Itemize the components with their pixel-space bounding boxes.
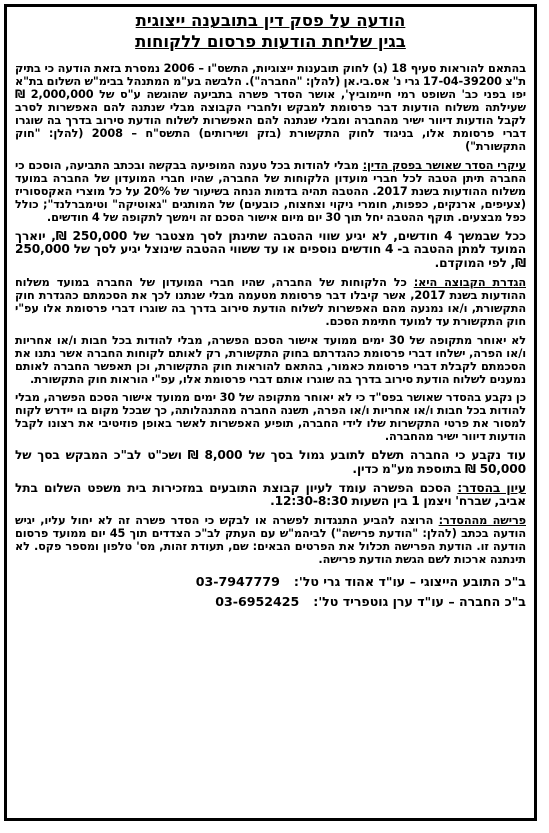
company-counsel-label: ב"כ החברה – עו"ד ערן גוטפריד טל': <box>313 593 526 609</box>
fees-paragraph: עוד נקבע כי החברה תשלם לתובע גמול בסך של 8,000 ₪ ושכ"ט לב"כ המבקש בסך של 50,000 ₪ בתוספת מע"מ כדין. <box>15 447 527 476</box>
settlement-terms-label: עיקרי הסדר שאושר בפסק הדין: <box>362 158 526 172</box>
plaintiff-counsel-phone: 03-7947779 <box>195 573 280 589</box>
plaintiff-counsel-label: ב"כ התובע הייצוגי – עו"ד אהוד גרי טל': <box>293 573 526 589</box>
notice-title: הודעה על פסק דין בתובענה ייצוגית <box>135 11 406 30</box>
review-text: הסכם הפשרה עומד לעיון קבוצת התובעים במזכירות בית משפט השלום בתל אביב, שברח' ויצמן 1 בין השעות 12:30-8:30. <box>15 480 526 509</box>
opt-out-text: הרוצה להביע התנגדות לפשרה או לבקש כי הסדר פשרה זה לא יחול עליו, יגיש הודעה בכתב (להלן: "הודעת פרישה") לביהמ"ש עם העתק לב"כ הצדדים תוך 45 יום ממועד פרסום הודעה זו. הודעת הפרישה תכלול את הפרטים הבאים: שם, תעודת זהות, מס' טלפון ומספר פקס. לא תינתנה ארכות לשם הגשת הודעת פרישה. <box>15 514 526 567</box>
opt-out-label: פרישה מההסדר: <box>438 514 526 528</box>
class-definition-paragraph <box>15 276 526 328</box>
legal-notice <box>4 4 537 821</box>
notice-header <box>15 11 526 52</box>
class-definition-label: הגדרת הקבוצה היא: <box>413 275 526 289</box>
review-paragraph <box>15 482 526 509</box>
class-definition-text: כל הלקוחות של החברה, שהיו חברי המועדון של החברה במועד משלוח ההודעות בשנת 2017, אשר קיבלו דבר פרסומת מטעמה מבלי שנתנו לכך את הסכמתם כהגדרת חוק התקשורת, ו/או נמנעה מהם האפשרות לשלוח הודעת סירוב בדרך בה שוגרו דברי פרסומת אלו עפ"י חוק התקשורת עד למועד חתימת הסכם. <box>15 275 526 328</box>
opt-out-paragraph <box>15 514 526 566</box>
advertising-paragraph: לא יאוחר מתקופה של 30 ימים ממועד אישור הסכם הפשרה, מבלי להודות בכל חבות ו/או אחריות ו/או הפרה, ישלחו דברי פרסומת כהגדרתם בחוק התקשורת, רק לאותם לקוחות החברה אשר נתנו את הסכמתם לקבלת דברי פרסומת כאמור, בהתאם להוראות חוק התקשורת, וכן תאפשר החברה לאותם נמענים לשלוח הודעת סירוב בדרך בה שוגרו אותם דברי פרסומת אלו, עפ"י הוראות חוק התקשורת. <box>15 333 526 386</box>
contacts <box>15 572 526 612</box>
settlement-terms-paragraph <box>15 159 526 224</box>
notice-subtitle: בגין שליחת הודעות פרסום ללקוחות <box>135 32 406 51</box>
settlement-terms-text: מבלי להודות בכל טענה המופיעה בבקשה ובכתב התביעה, הוסכם כי החברה תיתן הטבה לכל חברי מועדון הלקוחות של החברה, שהיו חברי המועדון של החברה במועד משלוח ההודעות בשנת 2017. ההטבה תהיה בדמות הנחה בשיעור של 20% על כל מוצרי האקססוריז (צעיפים, ארנקים, כפפות, חומרי ניקוי וצחצוח, כובעים) של המותגים "גאוטיקה" וטימברלנד"; כולל כפל מבצעים. תוקף ההטבה יחל תוך 30 יום מיום אישור הסכם זה וימשך לתקופה של 4 חודשים. <box>15 158 526 225</box>
company-counsel-contact <box>15 592 526 612</box>
intro-paragraph: בהתאם להוראות סעיף 18 (ג) לחוק תובענות ייצוגיות, התשס"ו – 2006 נמסרת בזאת הודעה כי בתיק ת"צ 17-04-39200 גרי נ' אס.בי.אן (להלן: "החברה"). הלבשה בע"מ המתנהל בבימ"ש השלום בת"א יפו בפני כב' השופט רמי חיימוביץ', אושר הסדר פשרה בתביעה שהוגשה ע"ס של 2,000,000 ₪ שעילתה משלוח הודעות דבר פרסומת למבקש ולחברי הקבוצה מבלי שנתנה להם האפשרות לסרב לקבל הודעות דיוור ישיר מהחברה ומבלי שנתנה להם האפשרות לשלוח הודעת סירוב בדרך בה שוגרו דברי פרסומת אלו, בניגוד לחוק התקשורת (בזק ושירותים) התשס"ח – 2008 (להלן: "חוק התקשורת") <box>15 62 527 154</box>
conduct-change-paragraph: כן נקבע בהסדר שאושר בפס"ד כי לא יאוחר מתקופה של 30 ימים ממועד אישור הסכם הפשרה, מבלי להודות בכל חבות ו/או אחריות ו/או הפרה, תשנה החברה מהתנהלותה, כך שבכל מקום בו יידרש לקוח למסור את פרטי התקשרות שלו לידי החברה, תופיע האפשרות לאשר באופן פוזיטיבי את רצונו לקבל הודעות דיוור ישיר מהחברה. <box>15 391 527 444</box>
extension-paragraph: ככל שבמשך 4 חודשים, לא יגיע שווי ההטבה שתינתן לסך מצטבר של 250,000 ₪, יוארך המועד למתן ההטבה ב- 4 חודשים נוספים או עד ששווי ההטבה שינוצל יגיע לסך של 250,000 ₪, לפי המוקדם. <box>15 228 526 270</box>
plaintiff-counsel-contact <box>15 572 526 592</box>
company-counsel-phone: 03-6952425 <box>215 593 300 609</box>
review-label: עיון בהסדר: <box>457 480 526 495</box>
